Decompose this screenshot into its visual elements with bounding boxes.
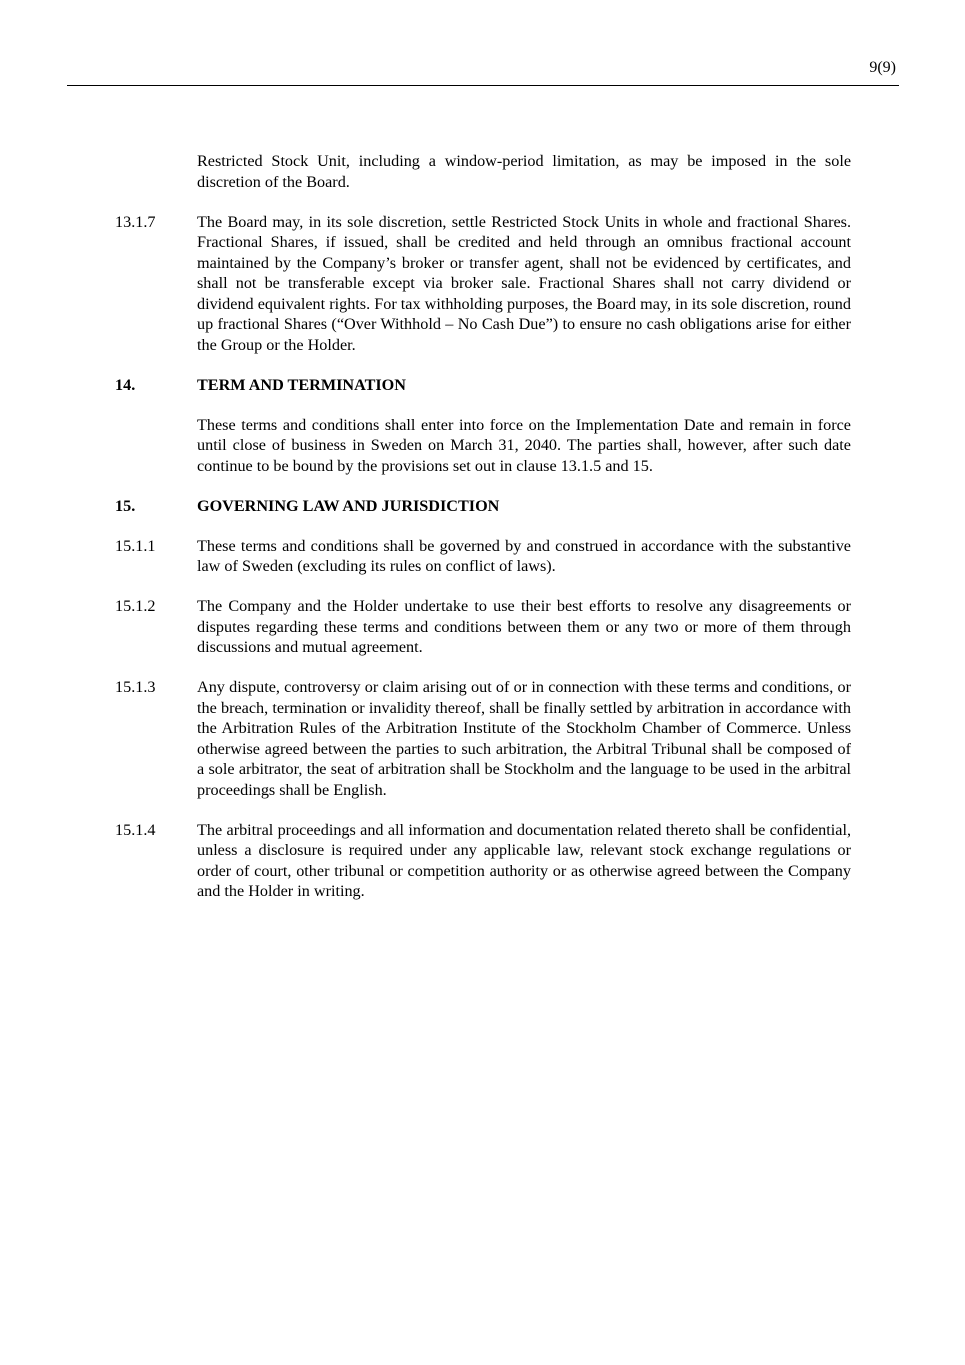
document-body: [115, 151, 851, 921]
header-divider: [67, 85, 899, 86]
clause-number: 15.1.2: [115, 597, 156, 615]
clause-number: 13.1.7: [115, 212, 156, 231]
clause-number: 15.1.4: [115, 820, 156, 839]
clause-number: 15.1.3: [115, 678, 156, 696]
section-15-heading: [115, 496, 851, 517]
clause-text: Any dispute, controversy or claim arising out of or in connection with these terms and conditions, or the breach, termination or invalidity thereof, shall be finally settled by arbitration in accordance with the Arbitration Rules of the Arbitration Institute of the Stockholm Chamber of Commerce. Unless otherwise agreed between the parties to such arbitration, the Arbitral Tribunal shall be composed of a sole arbitrator, the seat of arbitration shall be Stockholm and the language to be used in the arbitral proceedings shall be English.: [197, 678, 851, 799]
section-title: TERM AND TERMINATION: [197, 375, 406, 394]
clause-text: The Board may, in its sole discretion, settle Restricted Stock Units in whole and fractional Shares. Fractional Shares, if issued, shall be credited and held through an omnibus fractional account maintained by the Company’s broker or transfer agent, shall not be evidenced by certificates, and shall not be transferable except via broker sale. Fractional Shares shall not carry dividend or dividend equivalent rights. For tax withholding purposes, the Board may, in its sole discretion, round up fractional Shares (“Over Withhold – No Cash Due”) to ensure no cash obligations arise for either the Group or the Holder.: [197, 212, 851, 354]
clause-15-1-2: [115, 596, 851, 658]
section-14-heading: [115, 375, 851, 396]
clause-15-1-4: [115, 820, 851, 902]
clause-15-1-1: [115, 536, 851, 577]
section-title: GOVERNING LAW AND JURISDICTION: [197, 496, 500, 515]
clause-13-1-7: [115, 212, 851, 356]
clause-text: The arbitral proceedings and all information and documentation related thereto shall be confidential, unless a disclosure is required under any applicable law, relevant stock exchange regulations or order of court, other tribunal or competition authority or as otherwise agreed between the Company and the Holder in writing.: [197, 820, 851, 900]
clause-text: The Company and the Holder undertake to use their best efforts to resolve any disagreements or disputes regarding these terms and conditions between them or any two or more of them through discussions and mutual agreement.: [197, 597, 851, 656]
page-number: 9(9): [869, 59, 896, 76]
section-14-paragraph: These terms and conditions shall enter into force on the Implementation Date and remain in force until close of business in Sweden on March 31, 2040. The parties shall, however, after such date continue to be bound by the provisions set out in clause 13.1.5 and 15.: [197, 415, 851, 475]
section-number: 15.: [115, 496, 136, 515]
section-number: 14.: [115, 375, 136, 394]
clause-text: These terms and conditions shall be governed by and construed in accordance with the substantive law of Sweden (excluding its rules on conflict of laws).: [197, 536, 851, 575]
continuation-paragraph: Restricted Stock Unit, including a window-period limitation, as may be imposed in the sole discretion of the Board.: [197, 152, 851, 191]
clause-number: 15.1.1: [115, 536, 156, 555]
clause-15-1-3: [115, 677, 851, 800]
